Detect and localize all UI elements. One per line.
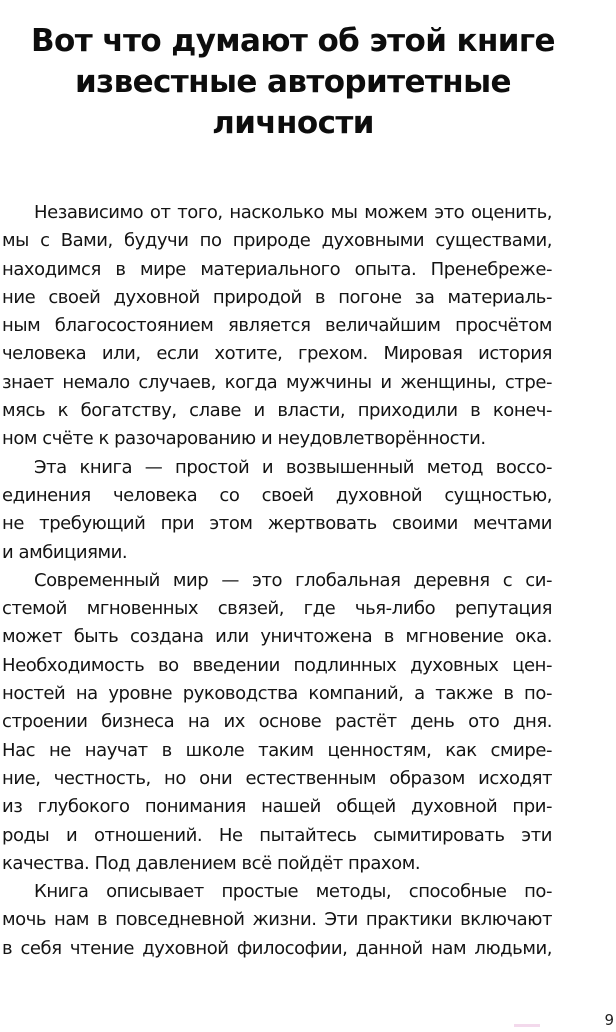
page-edge-mark bbox=[514, 1024, 540, 1027]
title-line: Вот что думают об этой книге bbox=[31, 22, 555, 59]
text-line: качества. Под давлением всё пойдёт прахом. bbox=[2, 852, 421, 874]
text-line: человека или, если хотите, грехом. Мировая история bbox=[2, 343, 552, 365]
text-line: находимся в мире материального опыта. Пренебреже- bbox=[2, 258, 552, 280]
text-line: строении бизнеса на их основе растёт день ото дня. bbox=[2, 711, 552, 733]
text-line: ном счёте к разочарованию и неудовлетворённости. bbox=[2, 428, 486, 450]
text-line: и амбициями. bbox=[2, 541, 128, 563]
text-line: Эта книга — простой и возвышенный метод воссо- bbox=[34, 456, 552, 478]
paragraph bbox=[2, 878, 552, 963]
text-line: может быть создана или уничтожена в мгновение ока. bbox=[2, 626, 552, 648]
text-line: знает немало случаев, когда мужчины и женщины, стре- bbox=[2, 371, 552, 393]
text-line: единения человека со своей духовной сущностью, bbox=[2, 484, 552, 506]
text-line: мы с Вами, будучи по природе духовными существами, bbox=[2, 230, 552, 252]
text-line: ние своей духовной природой в погоне за материаль- bbox=[2, 286, 552, 308]
text-line: ностей на уровне руководства компаний, а также в по- bbox=[2, 683, 552, 705]
text-line: в себя чтение духовной философии, данной нам людьми, bbox=[2, 937, 552, 959]
text-line: ние, честность, но они естественным образом исходят bbox=[2, 767, 552, 789]
text-line: роды и отношений. Не пытайтесь сымитировать эти bbox=[2, 824, 552, 846]
text-line: мочь нам в повседневной жизни. Эти практики включают bbox=[2, 909, 552, 931]
text-line: Современный мир — это глобальная деревня с си- bbox=[34, 569, 552, 591]
text-line: ным благосостоянием является величайшим просчётом bbox=[2, 315, 552, 337]
paragraph bbox=[2, 567, 552, 878]
text-line: Необходимость во введении подлинных духовных цен- bbox=[2, 654, 552, 676]
title-line: известные авторитетные bbox=[75, 63, 511, 100]
title-line: личности bbox=[212, 104, 374, 141]
text-line: из глубокого понимания нашей общей духовной при- bbox=[2, 796, 552, 818]
page-number: 9 bbox=[604, 1011, 614, 1029]
paragraph bbox=[2, 199, 552, 454]
body-text bbox=[2, 199, 552, 963]
text-line: мясь к богатству, славе и власти, приходили в конеч- bbox=[2, 400, 552, 422]
text-line: Книга описывает простые методы, способные по- bbox=[34, 881, 552, 903]
text-line: Нас не научат в школе таким ценностям, как смире- bbox=[2, 739, 552, 761]
text-line: стемой мгновенных связей, где чья-либо репутация bbox=[2, 598, 552, 620]
page-title bbox=[0, 21, 586, 144]
paragraph bbox=[2, 454, 552, 567]
text-line: Независимо от того, насколько мы можем это оценить, bbox=[34, 202, 552, 223]
text-line: не требующий при этом жертвовать своими мечтами bbox=[2, 513, 552, 535]
